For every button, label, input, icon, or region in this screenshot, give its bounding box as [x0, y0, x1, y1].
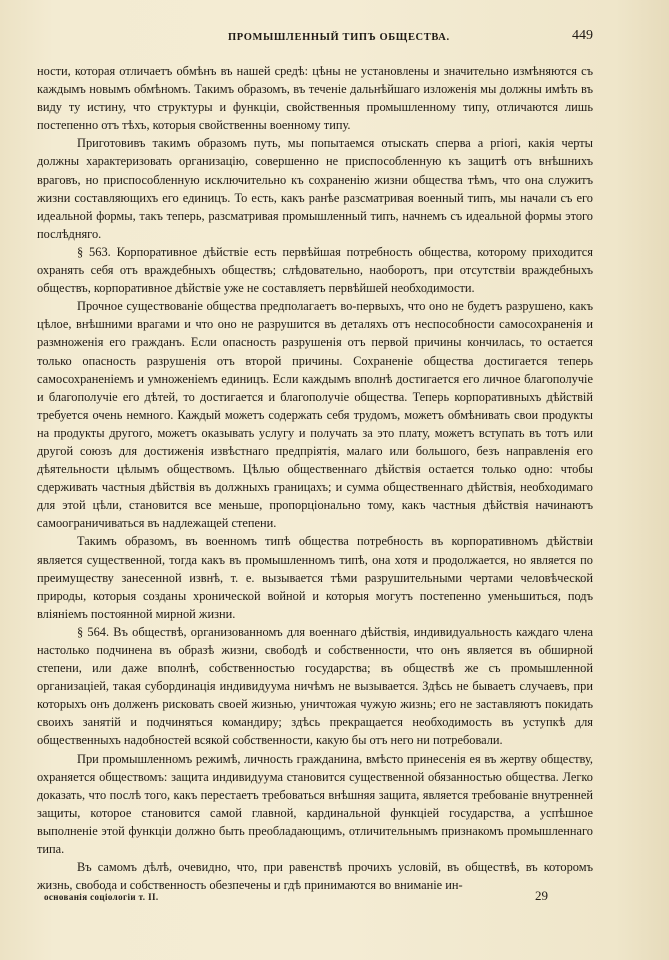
section-paragraph: § 564. Въ обществѣ, организованномъ для военнаго дѣйствія, индивидуальность каждаго члена настолько подчинена въ образѣ жизни, свободѣ и собственности, что онъ является въ обширной степени, или даже вполнѣ, собственностью государства; въ обществѣ же съ промышленной организаціей, такая субординація индивидуума ничѣмъ не вызывается. Здѣсь не бываетъ случаевъ, при которыхъ онъ долженъ рисковать своей жизнью, уничтожая чужую жизнь; его не заставляютъ покидать своихъ занятій и подчиняться командиру; здѣсь прекращается необходимость въ уступкѣ для общественныхъ надобностей всякой собственности, какую бы отъ него ни потребовали.	[37, 624, 593, 748]
paragraph: Приготовивъ такимъ образомъ путь, мы попытаемся отыскать сперва a priori, какія черты должны характеризовать организацію, совершенно не приспособленную къ защитѣ отъ внѣшнихъ враговъ, но приспособленную исключительно къ сохраненію жизни общества тѣмъ, что она служитъ жизни составляющихъ его единицъ. То есть, какъ ранѣе разсматривая военный типъ, мы начали съ его идеальной формы, такъ теперь, разсматривая промышленный типъ, начнемъ съ идеальной формы этого послѣдняго.	[37, 136, 593, 241]
paragraph: Въ самомъ дѣлѣ, очевидно, что, при равенствѣ прочихъ условій, въ обществѣ, въ которомъ жизнь, свобода и собственность обезпечены и гдѣ принимаются во вниманіе ин-	[37, 860, 593, 893]
sheet-number: 29	[535, 888, 548, 903]
page-number: 449	[572, 28, 593, 43]
paragraph: Прочное существованіе общества предполагаетъ во-первыхъ, что оно не будетъ разрушено, какъ цѣлое, внѣшними врагами и что оно не разрушится въ деталяхъ отъ неспособности самосохраненія и размноженія его гражданъ. Если опасность разрушенія отъ первой причины кончилась, то остается только опасность разрушенія отъ второй причины. Сохраненіе общества достигается теперь самосохраненіемъ и умноженіемъ единицъ. Если каждымъ вполнѣ достигается его личное благополучіе и благополучіе его дѣтей, то достигается и благополучіе общества. Теперь корпоративныхъ дѣйствій требуется очень немного. Каждый можетъ содержать себя трудомъ, можетъ обмѣнивать свои продукты на продукты другого, можетъ оказывать услугу и получать за это плату, можетъ вступать въ тотъ или другой союзъ для достиженія извѣстнаго предпріятія, малаго или большого, безъ направленія его дѣятельности цѣлымъ обществомъ. Цѣлью общественнаго дѣйствія остается только одно: чтобы сдерживать частныя дѣйствія въ должныхъ границахъ; и сумма общественнаго дѣйствія, необходимаго для этой цѣли, становится все меньше, пропорціонально тому, какъ частныя дѣйствія начинаютъ самоограничиваться въ надлежащей степени.	[37, 299, 593, 531]
section-paragraph: § 563. Корпоративное дѣйствіе есть первѣйшая потребность общества, которому приходится охранять себя отъ враждебныхъ обществъ; слѣдовательно, наоборотъ, при отсутствіи враждебныхъ обществъ, корпоративное дѣйствіе уже не составляетъ первѣйшей необходимости.	[37, 244, 593, 296]
running-head: ПРОМЫШЛЕННЫЙ ТИПЪ ОБЩЕСТВА.	[228, 32, 450, 43]
page-body	[37, 62, 593, 894]
page-footer	[0, 888, 669, 908]
printer-signature: основанія соціологіи т. II.	[44, 892, 159, 902]
paragraph: При промышленномъ режимѣ, личность гражданина, вмѣсто принесенія ея въ жертву обществу, охраняется обществомъ: защита индивидуума становится существенной обязанностью общества. Легко доказать, что послѣ того, какъ перестаетъ требоваться внѣшняя защита, является требованіе внутренней защиты, которое становится самой главной, кардинальной функціей государства, а успѣшное выполненіе этой функціи должно быть преобладающимъ, отличительнымъ признакомъ промышленнаго типа.	[37, 751, 593, 857]
paragraph: ности, которая отличаетъ обмѣнъ въ нашей средѣ: цѣны не установлены и значительно измѣняются съ каждымъ новымъ обмѣномъ. Такимъ образомъ, въ теченіе дальнѣйшаго изложенія мы должны имѣть въ виду ту истину, что структуры и функціи, свойственныя промышленному типу, отличаются лишь постепенно отъ тѣхъ, которыя свойственны военному типу.	[37, 64, 593, 133]
paragraph: Такимъ образомъ, въ военномъ типѣ общества потребность въ корпоративномъ дѣйствіи является существенной, тогда какъ въ промышленномъ типѣ, она хотя и продолжается, но является по преимуществу занесенной извнѣ, т. е. вызывается тѣми разрушительными чертами человѣческой природы, которыя созданы хронической войной и которыя могутъ постепенно уменьшиться, подъ вліяніемъ постоянной мирной жизни.	[37, 534, 593, 621]
page-header	[0, 28, 669, 50]
